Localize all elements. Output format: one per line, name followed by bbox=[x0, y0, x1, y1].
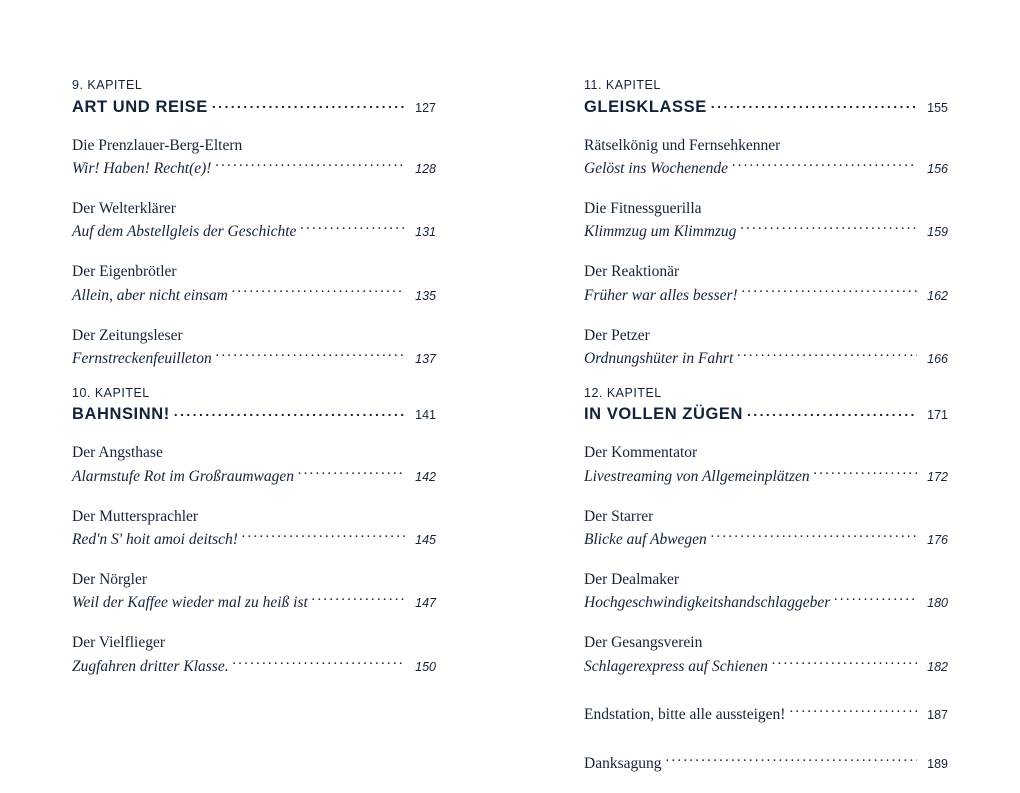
toc-entry[interactable] bbox=[584, 570, 948, 614]
dot-leader bbox=[242, 529, 405, 545]
chapter-title: ART UND REISE bbox=[72, 97, 208, 116]
entry-subtitle: Allein, aber nicht einsam bbox=[72, 286, 228, 304]
dot-leader bbox=[814, 465, 917, 481]
entry-title: Der Zeitungsleser bbox=[72, 326, 183, 344]
entry-title: Der Angsthase bbox=[72, 444, 163, 462]
dot-leader bbox=[737, 347, 917, 363]
entry-subtitle: Hochgeschwindigkeitshandschlaggeber bbox=[584, 594, 831, 612]
dot-leader bbox=[666, 752, 918, 768]
dot-leader bbox=[772, 655, 917, 671]
dot-leader bbox=[174, 403, 405, 420]
entry-title: Der Dealmaker bbox=[584, 571, 680, 589]
entry-title: Der Gesangsverein bbox=[584, 634, 703, 652]
dot-leader bbox=[740, 221, 917, 237]
entry-title: Der Welterklärer bbox=[72, 199, 176, 217]
dot-leader bbox=[834, 592, 917, 608]
dot-leader bbox=[747, 403, 917, 420]
toc-extra-entry[interactable] bbox=[584, 704, 948, 726]
entry-page-number: 166 bbox=[927, 351, 948, 366]
entry-subtitle: Red'n S' hoit amoi deitsch! bbox=[72, 531, 238, 549]
entry-page-number: 137 bbox=[415, 351, 436, 366]
dot-leader bbox=[232, 284, 405, 300]
entry-title: Rätselkönig und Fernsehkenner bbox=[584, 136, 781, 154]
entry-page-number: 176 bbox=[927, 533, 948, 548]
entry-subtitle-row bbox=[72, 465, 436, 487]
dot-leader bbox=[215, 157, 405, 173]
entry-title: Der Eigenbrötler bbox=[72, 263, 177, 281]
entry-subtitle-row bbox=[584, 529, 948, 551]
entry-title: Der Starrer bbox=[584, 507, 654, 525]
dot-leader bbox=[711, 95, 917, 112]
entry-page-number: 147 bbox=[415, 596, 436, 611]
dot-leader bbox=[711, 529, 917, 545]
chapter-block bbox=[72, 78, 436, 117]
chapter-block bbox=[72, 386, 436, 425]
chapter-title-row[interactable] bbox=[72, 95, 436, 117]
entry-subtitle: Blicke auf Abwegen bbox=[584, 531, 707, 549]
toc-entry[interactable] bbox=[584, 633, 948, 677]
entry-title: Der Kommentator bbox=[584, 444, 698, 462]
dot-leader bbox=[212, 95, 405, 112]
toc-entry[interactable] bbox=[72, 570, 436, 614]
entry-subtitle: Schlagerexpress auf Schienen bbox=[584, 657, 768, 675]
section-spacer bbox=[584, 370, 948, 386]
dot-leader bbox=[298, 465, 405, 481]
entry-page-number: 131 bbox=[415, 225, 436, 240]
entry-subtitle: Klimmzug um Klimmzug bbox=[584, 223, 737, 241]
chapter-title: IN VOLLEN ZÜGEN bbox=[584, 405, 743, 424]
entry-subtitle-row bbox=[584, 157, 948, 179]
entry-subtitle-row bbox=[584, 221, 948, 243]
entry-title: Der Vielflieger bbox=[72, 634, 166, 652]
toc-entry[interactable] bbox=[584, 507, 948, 551]
entry-subtitle-row bbox=[72, 529, 436, 551]
entry-subtitle: Früher war alles besser! bbox=[584, 286, 738, 304]
entry-title: Der Nörgler bbox=[72, 571, 148, 589]
entry-subtitle-row bbox=[584, 655, 948, 677]
toc-entry[interactable] bbox=[72, 326, 436, 370]
entry-title: Der Petzer bbox=[584, 326, 650, 344]
chapter-page-number: 155 bbox=[927, 100, 948, 115]
chapter-title: GLEISKLASSE bbox=[584, 97, 707, 116]
extra-entry-text: Danksagung bbox=[584, 754, 662, 772]
chapter-title-row[interactable] bbox=[584, 403, 948, 425]
entry-page-number: 180 bbox=[927, 596, 948, 611]
extra-entry-page-number: 187 bbox=[927, 708, 948, 723]
toc-entry[interactable] bbox=[584, 443, 948, 487]
dot-leader bbox=[312, 592, 405, 608]
chapter-kicker: 11. KAPITEL bbox=[584, 78, 661, 92]
toc-entry[interactable] bbox=[72, 507, 436, 551]
entry-subtitle-row bbox=[584, 592, 948, 614]
extra-entry-text: Endstation, bitte alle aussteigen! bbox=[584, 706, 786, 724]
entry-subtitle: Ordnungshüter in Fahrt bbox=[584, 349, 734, 367]
entry-subtitle-row bbox=[584, 465, 948, 487]
entry-page-number: 150 bbox=[415, 659, 436, 674]
entry-page-number: 156 bbox=[927, 161, 948, 176]
entry-subtitle-row bbox=[72, 284, 436, 306]
toc-extra-entry[interactable] bbox=[584, 752, 948, 774]
toc-entry[interactable] bbox=[584, 199, 948, 243]
entry-subtitle-row bbox=[584, 347, 948, 369]
entry-subtitle-row bbox=[72, 347, 436, 369]
entry-subtitle: Livestreaming von Allgemeinplätzen bbox=[584, 467, 810, 485]
entry-subtitle: Auf dem Abstellgleis der Geschichte bbox=[72, 223, 297, 241]
toc-left-column bbox=[72, 78, 436, 793]
entry-page-number: 182 bbox=[927, 659, 948, 674]
entry-title: Der Muttersprachler bbox=[72, 507, 199, 525]
entry-page-number: 172 bbox=[927, 469, 948, 484]
dot-leader bbox=[300, 221, 405, 237]
entry-subtitle: Zugfahren dritter Klasse. bbox=[72, 657, 229, 675]
toc-entry[interactable] bbox=[72, 633, 436, 677]
toc-entry[interactable] bbox=[584, 262, 948, 306]
entry-subtitle-row bbox=[72, 592, 436, 614]
chapter-title: BAHNSINN! bbox=[72, 405, 170, 424]
chapter-block bbox=[584, 78, 948, 117]
dot-leader bbox=[216, 347, 405, 363]
chapter-page-number: 141 bbox=[415, 408, 436, 423]
entry-title: Der Reaktionär bbox=[584, 263, 680, 281]
entry-subtitle: Weil der Kaffee wieder mal zu heiß ist bbox=[72, 594, 308, 612]
chapter-kicker: 12. KAPITEL bbox=[584, 385, 662, 400]
chapter-title-row[interactable] bbox=[584, 95, 948, 117]
entry-page-number: 159 bbox=[927, 225, 948, 240]
chapter-kicker: 9. KAPITEL bbox=[72, 78, 143, 92]
entry-page-number: 128 bbox=[415, 161, 436, 176]
entry-title: Die Fitnessguerilla bbox=[584, 199, 702, 217]
entry-subtitle: Alarmstufe Rot im Großraumwagen bbox=[72, 467, 295, 485]
entry-title: Die Prenzlauer-Berg-Eltern bbox=[72, 136, 243, 154]
toc-entry[interactable] bbox=[72, 443, 436, 487]
entry-page-number: 142 bbox=[415, 469, 436, 484]
toc-right-column bbox=[584, 78, 948, 793]
entry-subtitle-row bbox=[72, 157, 436, 179]
toc-entry[interactable] bbox=[584, 326, 948, 370]
dot-leader bbox=[789, 704, 917, 720]
toc-entry[interactable] bbox=[72, 262, 436, 306]
section-spacer bbox=[72, 370, 436, 386]
toc-entry[interactable] bbox=[72, 199, 436, 243]
entry-subtitle: Wir! Haben! Recht(e)! bbox=[72, 159, 212, 177]
entry-page-number: 162 bbox=[927, 288, 948, 303]
toc-entry[interactable] bbox=[584, 136, 948, 180]
entry-page-number: 135 bbox=[415, 288, 436, 303]
entry-subtitle-row bbox=[72, 655, 436, 677]
extra-entry-page-number: 189 bbox=[927, 756, 948, 771]
chapter-kicker: 10. KAPITEL bbox=[72, 385, 150, 400]
entry-subtitle: Gelöst ins Wochenende bbox=[584, 159, 729, 177]
dot-leader bbox=[233, 655, 405, 671]
dot-leader bbox=[732, 157, 917, 173]
chapter-block bbox=[584, 386, 948, 425]
toc-entry[interactable] bbox=[72, 136, 436, 180]
chapter-page-number: 127 bbox=[415, 100, 436, 115]
entry-subtitle: Fernstreckenfeuilleton bbox=[72, 349, 212, 367]
dot-leader bbox=[742, 284, 917, 300]
entry-subtitle-row bbox=[72, 221, 436, 243]
chapter-title-row[interactable] bbox=[72, 403, 436, 425]
entry-subtitle-row bbox=[584, 284, 948, 306]
chapter-page-number: 171 bbox=[927, 408, 948, 423]
entry-page-number: 145 bbox=[415, 533, 436, 548]
